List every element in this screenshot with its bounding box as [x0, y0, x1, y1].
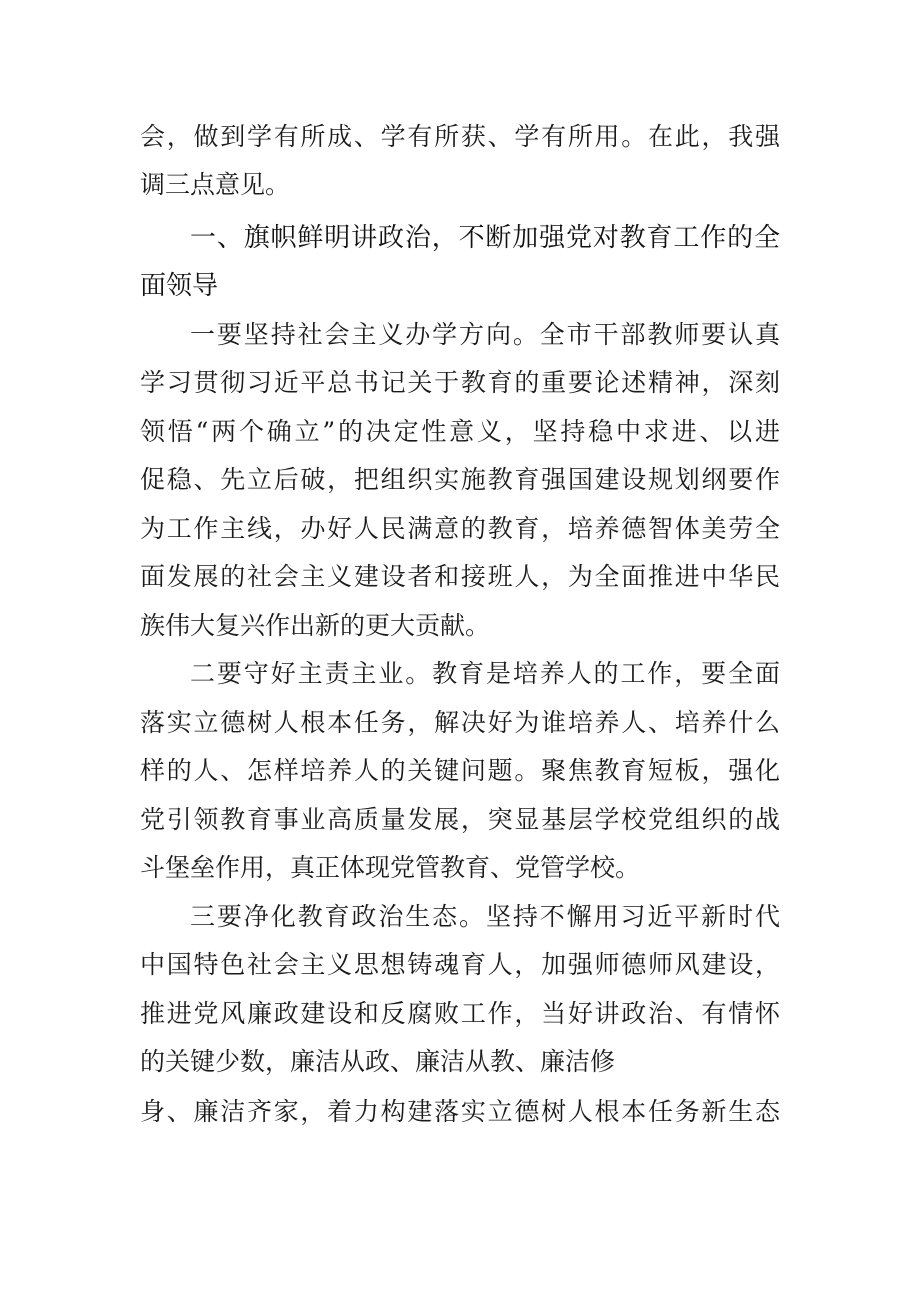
para2-line-4: 党引领教育事业高质量发展，突显基层学校党组织的战 — [140, 805, 780, 834]
para3-line-2: 中国特色社会主义思想铸魂育人，加强师德师风建设， — [140, 950, 780, 979]
para3-line-3: 推进党风廉政建设和反腐败工作，当好讲政治、有情怀 — [140, 999, 780, 1028]
section-heading-line-1: 一、旗帜鲜明讲政治，不断加强党对教育工作的全 — [190, 223, 780, 253]
para2-line-1: 二要守好主责主业。教育是培养人的工作，要全面 — [190, 659, 780, 688]
para3-line-5: 身、廉洁齐家，着力构建落实立德树人根本任务新生态 — [140, 1097, 780, 1126]
para1-line-7: 族伟大复兴作出新的更大贡献。 — [140, 611, 491, 640]
intro-line-2: 调三点意见。 — [140, 170, 291, 199]
para1-line-1: 一要坚持社会主义办学方向。全市干部教师要认真 — [190, 320, 780, 349]
para1-line-3: 领悟“两个确立”的决定性意义，坚持稳中求进、以进 — [140, 417, 780, 446]
para1-line-2: 学习贯彻习近平总书记关于教育的重要论述精神，深刻 — [140, 368, 780, 397]
para3-line-4: 的关键少数，廉洁从政、廉洁从教、廉洁修 — [140, 1047, 616, 1076]
para2-line-2: 落实立德树人根本任务，解决好为谁培养人、培养什么 — [140, 708, 780, 737]
intro-line-1: 会，做到学有所成、学有所获、学有所用。在此，我强 — [140, 122, 780, 151]
para2-line-5: 斗堡垒作用，真正体现党管教育、党管学校。 — [140, 853, 641, 882]
para2-line-3: 样的人、怎样培养人的关键问题。聚焦教育短板，强化 — [140, 756, 780, 785]
para1-line-5: 为工作主线，办好人民满意的教育，培养德智体美劳全 — [140, 514, 780, 543]
section-heading-line-2: 面领导 — [140, 271, 219, 301]
para1-line-6: 面发展的社会主义建设者和接班人，为全面推进中华民 — [140, 562, 780, 591]
para1-line-4: 促稳、先立后破，把组织实施教育强国建设规划纲要作 — [140, 465, 780, 494]
para3-line-1: 三要净化教育政治生态。坚持不懈用习近平新时代 — [190, 902, 780, 931]
